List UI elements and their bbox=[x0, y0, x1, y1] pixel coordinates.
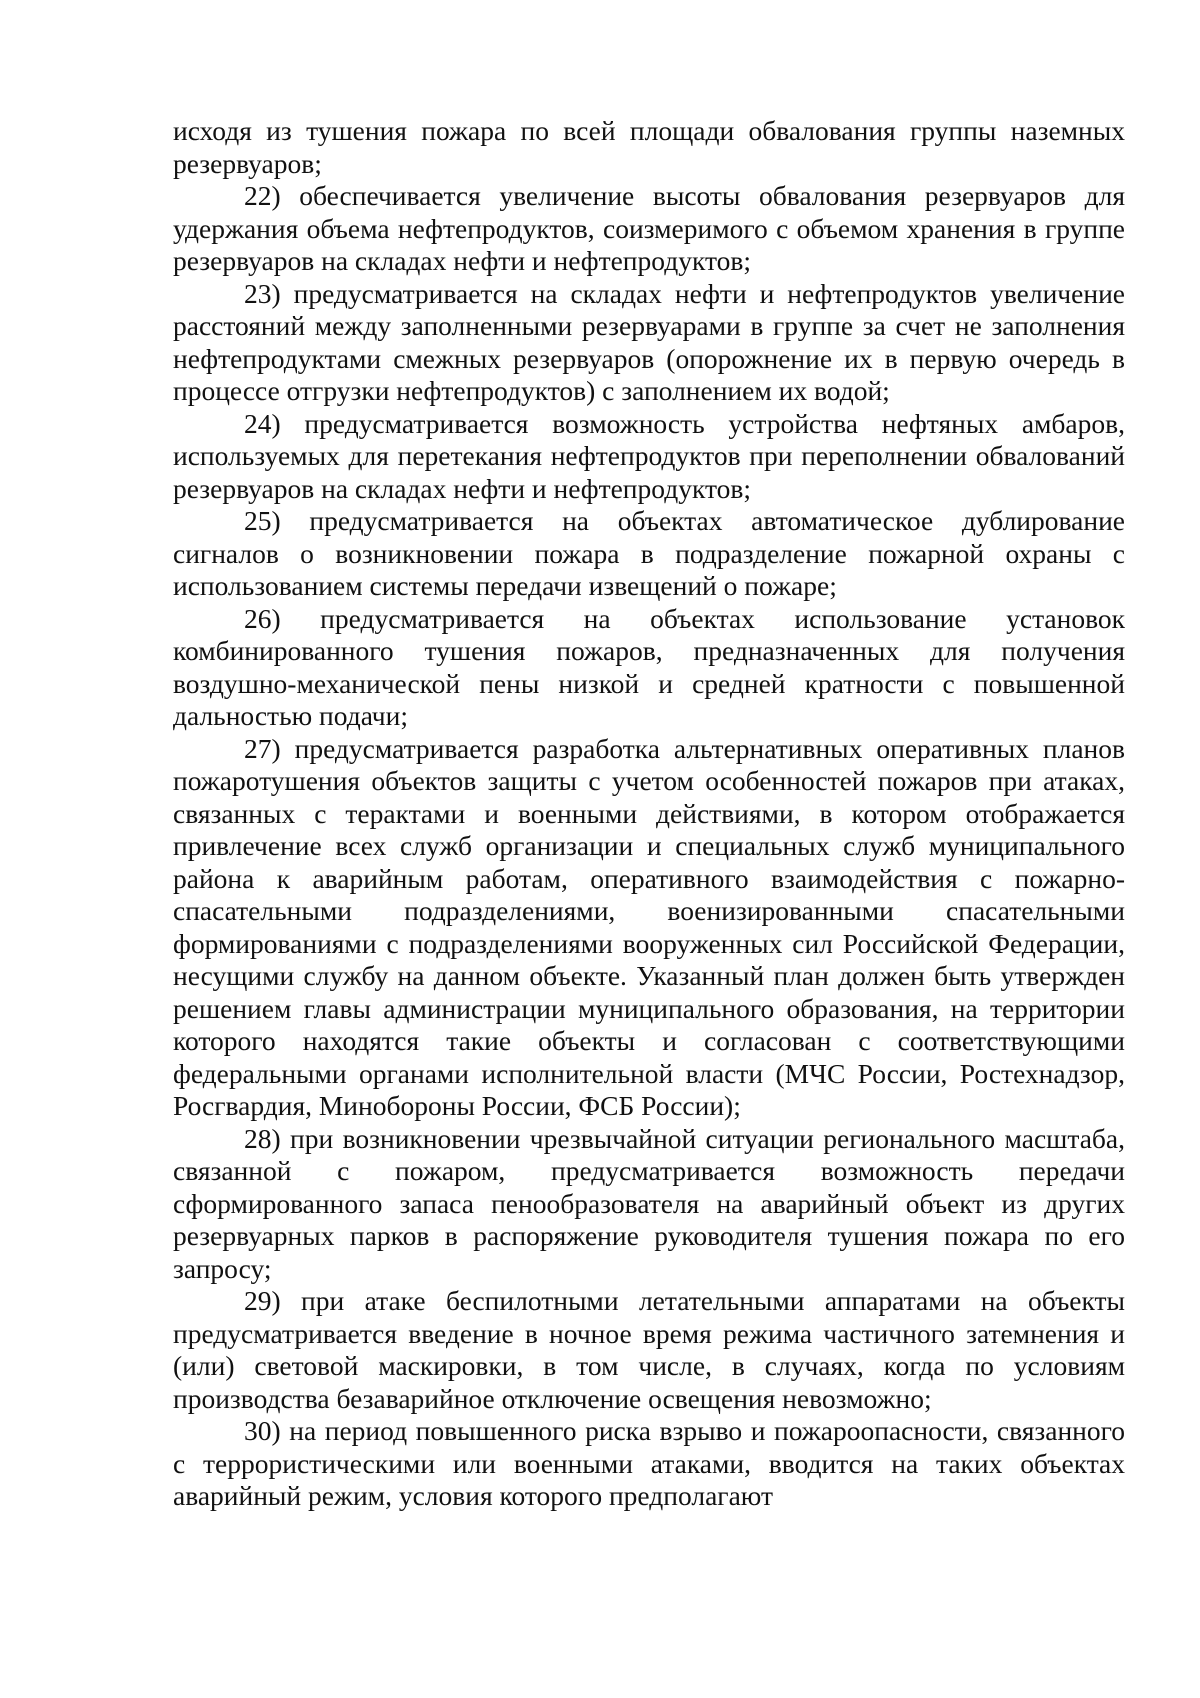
paragraph-continuation: исходя из тушения пожара по всей площади обвалования группы наземных резервуаров; bbox=[173, 115, 1125, 179]
paragraph-item-24: 24) предусматривается возможность устройства нефтяных амбаров, используемых для перетекания нефтепродуктов при переполнении обвалований резервуаров на складах нефти и нефтепродуктов; bbox=[173, 407, 1125, 504]
paragraph-item-29: 29) при атаке беспилотными летательными аппаратами на объекты предусматривается введение в ночное время режима частичного затемнения и (или) световой маскировки, в том числе, в случаях, когда по условиям производства безаварийное отключение освещения невозможно; bbox=[173, 1285, 1125, 1414]
paragraph-item-22: 22) обеспечивается увеличение высоты обвалования резервуаров для удержания объема нефтепродуктов, соизмеримого с объемом хранения в группе резервуаров на складах нефти и нефтепродуктов; bbox=[173, 180, 1125, 276]
paragraph-item-26: 26) предусматривается на объектах использование установок комбинированного тушения пожаров, предназначенных для получения воздушно-механической пены низкой и средней кратности с повышенной дальностью подачи; bbox=[173, 602, 1125, 731]
document-page bbox=[173, 115, 1125, 1513]
paragraph-item-30: 30) на период повышенного риска взрыво и пожароопасности, связанного с террористическими или военными атаками, вводится на таких объектах аварийный режим, условия которого предполагают bbox=[173, 1415, 1125, 1511]
paragraph-item-23: 23) предусматривается на складах нефти и нефтепродуктов увеличение расстояний между заполненными резервуарами в группе за счет не заполнения нефтепродуктами смежных резервуаров (опорожнение их в первую очередь в процессе отгрузки нефтепродуктов) с заполнением их водой; bbox=[173, 277, 1125, 406]
paragraph-item-25: 25) предусматривается на объектах автоматическое дублирование сигналов о возникновении пожара в подразделение пожарной охраны с использованием системы передачи извещений о пожаре; bbox=[173, 505, 1125, 601]
paragraph-item-27: 27) предусматривается разработка альтернативных оперативных планов пожаротушения объектов защиты с учетом особенностей пожаров при атаках, связанных с терактами и военными действиями, в котором отображается привлечение всех служб организации и специальных служб муниципального района к аварийным работам, оперативного взаимодействия с пожарно-спасательными подразделениями, военизированными спасательными формированиями с подразделениями вооруженных сил Российской Федерации, несущими службу на данном объекте. Указанный план должен быть утвержден решением главы администрации муниципального образования, на территории которого находятся такие объекты и согласован с соответствующими федеральными органами исполнительной власти (МЧС России, Ростехнадзор, Росгвардия, Минобороны России, ФСБ России); bbox=[173, 732, 1125, 1121]
paragraph-item-28: 28) при возникновении чрезвычайной ситуации регионального масштаба, связанной с пожаром, предусматривается возможность передачи сформированного запаса пенообразователя на аварийный объект из других резервуарных парков в распоряжение руководителя тушения пожара по его запросу; bbox=[173, 1122, 1125, 1284]
